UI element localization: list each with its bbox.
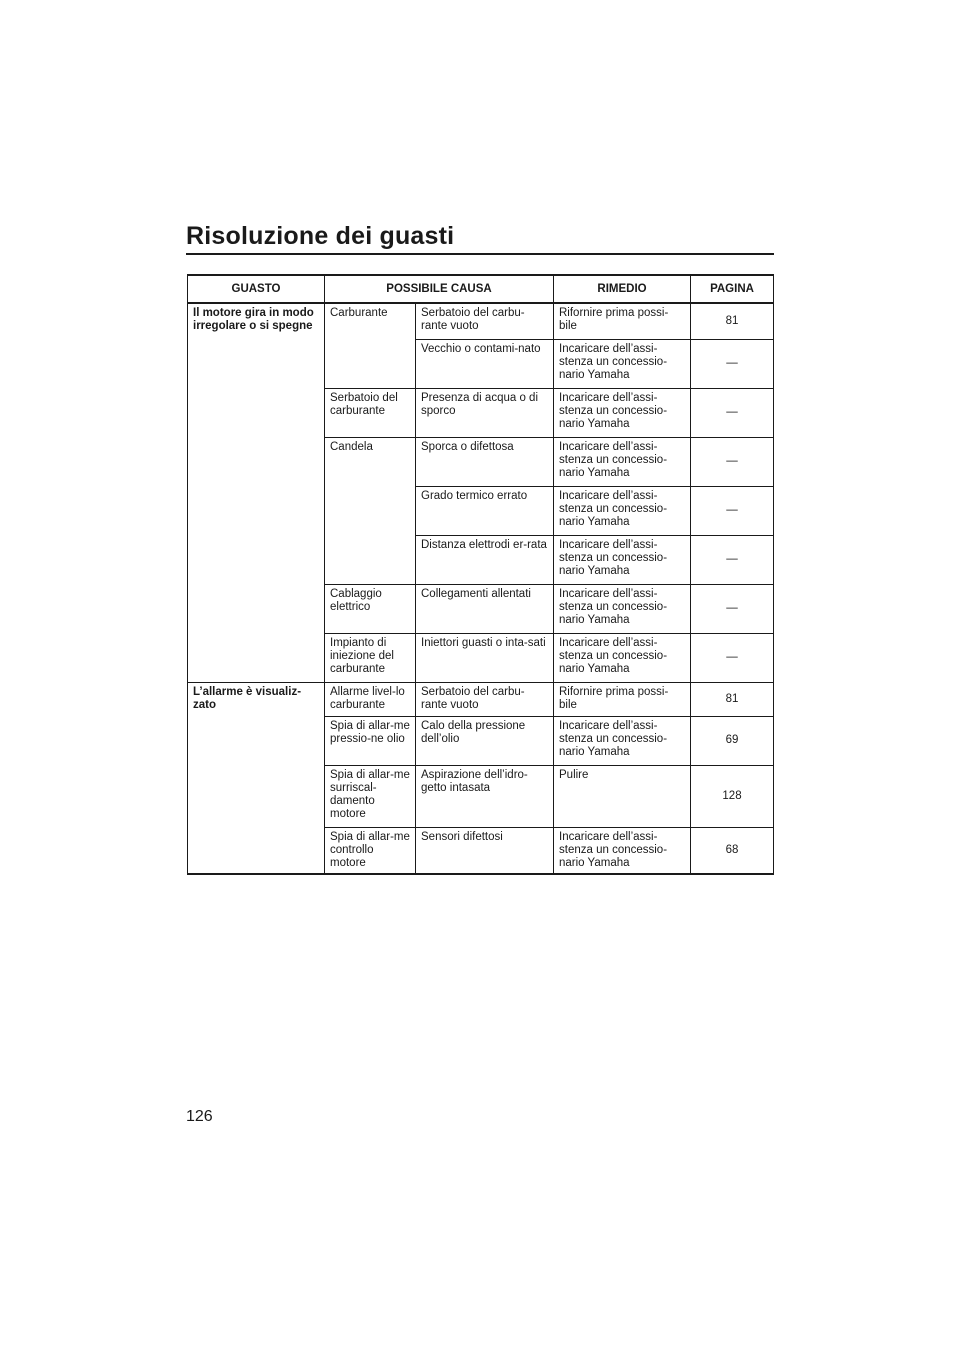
pagina-cell: 68 — [691, 827, 774, 874]
causa-cell: Distanza elettrodi er-rata — [416, 535, 554, 584]
guasto-cell: Il motore gira in modo irregolare o si spegne — [188, 303, 325, 682]
causa-cell: Collegamenti allentati — [416, 584, 554, 633]
causa-cell: Vecchio o contami-nato — [416, 339, 554, 388]
rimedio-cell: Rifornire prima possi-bile — [554, 682, 691, 716]
pagina-cell: 81 — [691, 682, 774, 716]
rimedio-cell: Incaricare dell’assi-stenza un concessio-nario Yamaha — [554, 584, 691, 633]
guasto-cell: L’allarme è visualiz-zato — [188, 682, 325, 874]
componente-cell: Allarme livel-lo carburante — [325, 682, 416, 716]
pagina-cell: — — [691, 584, 774, 633]
causa-cell: Presenza di acqua o di sporco — [416, 388, 554, 437]
causa-cell: Serbatoio del carbu-rante vuoto — [416, 303, 554, 339]
title-rule — [186, 253, 774, 255]
componente-cell: Candela — [325, 437, 416, 584]
rimedio-cell: Incaricare dell’assi-stenza un concessio-nario Yamaha — [554, 827, 691, 874]
table-row — [188, 303, 774, 339]
table-header-row — [188, 275, 774, 303]
causa-cell: Iniettori guasti o inta-sati — [416, 633, 554, 682]
rimedio-cell: Incaricare dell’assi-stenza un concessio-nario Yamaha — [554, 486, 691, 535]
header-possibile-causa: POSSIBILE CAUSA — [325, 275, 554, 303]
causa-cell: Sensori difettosi — [416, 827, 554, 874]
rimedio-cell: Pulire — [554, 765, 691, 827]
pagina-cell: 69 — [691, 716, 774, 765]
rimedio-cell: Incaricare dell’assi-stenza un concessio-nario Yamaha — [554, 716, 691, 765]
causa-cell: Calo della pressione dell’olio — [416, 716, 554, 765]
pagina-cell: — — [691, 486, 774, 535]
page-title: Risoluzione dei guasti — [186, 222, 455, 250]
rimedio-cell: Incaricare dell’assi-stenza un concessio-nario Yamaha — [554, 339, 691, 388]
componente-cell: Impianto di iniezione del carburante — [325, 633, 416, 682]
componente-cell: Spia di allar-me pressio-ne olio — [325, 716, 416, 765]
pagina-cell: 128 — [691, 765, 774, 827]
pagina-cell: — — [691, 339, 774, 388]
causa-cell: Aspirazione dell’idro-getto intasata — [416, 765, 554, 827]
page-number: 126 — [186, 1108, 213, 1125]
header-rimedio: RIMEDIO — [554, 275, 691, 303]
causa-cell: Grado termico errato — [416, 486, 554, 535]
pagina-cell: — — [691, 388, 774, 437]
componente-cell: Serbatoio del carburante — [325, 388, 416, 437]
header-guasto: GUASTO — [188, 275, 325, 303]
componente-cell: Carburante — [325, 303, 416, 388]
header-pagina: PAGINA — [691, 275, 774, 303]
causa-cell: Serbatoio del carbu-rante vuoto — [416, 682, 554, 716]
pagina-cell: 81 — [691, 303, 774, 339]
componente-cell: Spia di allar-me surriscal-damento motore — [325, 765, 416, 827]
pagina-cell: — — [691, 535, 774, 584]
rimedio-cell: Incaricare dell’assi-stenza un concessio-nario Yamaha — [554, 633, 691, 682]
componente-cell: Cablaggio elettrico — [325, 584, 416, 633]
rimedio-cell: Incaricare dell’assi-stenza un concessio-nario Yamaha — [554, 535, 691, 584]
causa-cell: Sporca o difettosa — [416, 437, 554, 486]
troubleshooting-table — [187, 274, 774, 875]
table-row — [188, 682, 774, 716]
rimedio-cell: Rifornire prima possi-bile — [554, 303, 691, 339]
pagina-cell: — — [691, 437, 774, 486]
componente-cell: Spia di allar-me controllo motore — [325, 827, 416, 874]
rimedio-cell: Incaricare dell’assi-stenza un concessio-nario Yamaha — [554, 388, 691, 437]
rimedio-cell: Incaricare dell’assi-stenza un concessio-nario Yamaha — [554, 437, 691, 486]
pagina-cell: — — [691, 633, 774, 682]
